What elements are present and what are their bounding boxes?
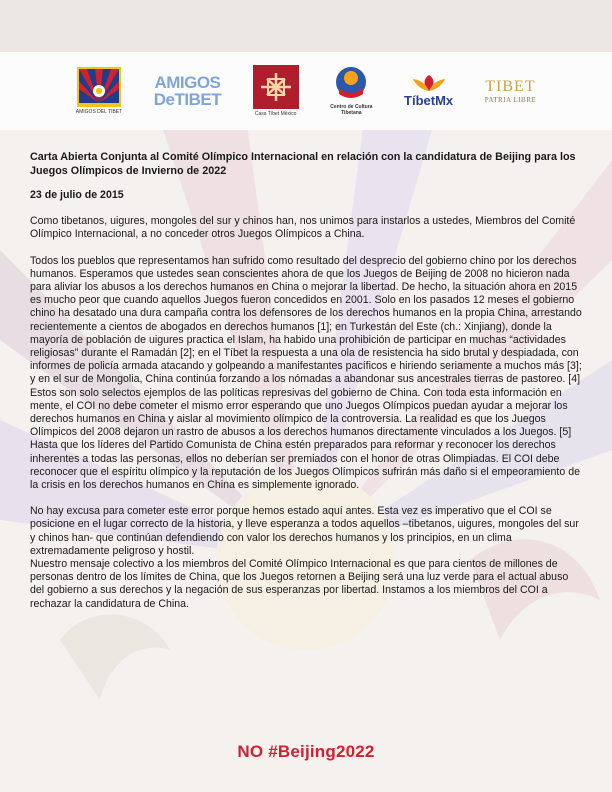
de-tibet-wordmark: DeTIBET bbox=[153, 89, 222, 109]
sun-moon-emblem-icon bbox=[334, 66, 368, 102]
paragraph-reform: Hasta que los líderes del Partido Comunista de China estén preparados para reformar y reconocer los derechos inherentes a todas las personas, ellos no deberían ser premiados con el honor de otras Olimpiadas. El COI debe reconocer que el espíritu olímpico y la reputación de los Juegos Olímpicos sufrirán más daño si el empeoramiento de la crisis en los derechos humanos en China es simplemente ignorado. bbox=[30, 439, 580, 492]
patria-libre-wordmark: PATRIA LIBRE bbox=[484, 96, 537, 104]
lotus-icon bbox=[409, 75, 449, 93]
casa-tibet-mexico-logo bbox=[253, 60, 299, 122]
centro-cultura-tibetana-logo bbox=[330, 60, 372, 122]
letter-body bbox=[30, 150, 582, 611]
no-beijing2022-hashtag: NO #Beijing2022 bbox=[237, 742, 375, 761]
centro-caption-line1: Centro de Cultura bbox=[330, 104, 373, 110]
top-band bbox=[0, 0, 612, 52]
paragraph-examples: Estos son solo selectos ejemplos de las políticas represivas del gobierno de China. Con toda esta información en mente, el COI no debe cometer el mismo error esperando que uno Juegos Olímpicos puedan ayudar a mejorar los derechos humanos en China y aislar al movimiento olímpico de la controversia. La realidad es que los Juegos Olímpicos del 2008 dejaron un rastro de abusos a los derechos humanos directamente vinculados a los Juegos. [5] bbox=[30, 386, 572, 439]
paragraph-intro: Como tibetanos, uigures, mongoles del sur y chinos han, nos unimos para instarlos a ustedes, Miembros del Comité Olímpico Internacional, a no conceder otros Juegos Olímpicos a China. bbox=[30, 215, 576, 241]
casa-tibet-caption: Casa Tíbet México bbox=[254, 111, 297, 117]
paragraph-abuses: Todos los pueblos que representamos han sufrido como resultado del desprecio del gobierno chino por los derechos humanos. Esperamos que ustedes sean conscientes ahora de que los Juegos de Beijing de 2008 no hicieron nada para aliviar los abusos a los derechos humanos en China o mejorar la libertad. De hecho, la situación ahora en 2015 es mucho peor que cuando aquellos Juegos fueron concedidos en 2001. Solo en los pasados 12 meses el gobierno chino ha desatado una dura campaña contra los defensores de los derechos humanos en la propia China, arrestando recientemente a cientos de abogados en derechos humanos [1]; en Turkestán del Este (ch.: Xinjiang), donde la mayoría de población de uigures practica el Islam, ha habido una prohibición de participar en muchas “actividades religiosas” durante el Ramadán [2]; en el Tíbet la respuesta a una ola de resistencia ha sido brutal y despiadada, con informes de policía armada atacando y golpeando a manifestantes pacíficos e hiriendo seriamente a muchos más [3]; y en el sur de Mongolia, China continúa forzando a los nómadas a abandonar sus ancestrales tierras de pastoreo. [4] bbox=[30, 254, 582, 386]
amigos-wordmark: AMIGOS bbox=[154, 72, 221, 92]
amigos-del-tibet-flag-logo bbox=[76, 60, 122, 122]
flag-logo-caption: AMIGOS DEL TIBET bbox=[75, 109, 123, 115]
tibet-patria-libre-logo bbox=[485, 60, 536, 122]
amigos-de-tibet-logo bbox=[154, 60, 221, 122]
paragraph-no-excuse: No hay excusa para cometer este error porque hemos estado aquí antes. Esta vez es imperativo que el COI se posicione en el lugar correcto de la historia, y lleve esperanza a todos aquellos –tibetanos, uigures, mongoles del sur y chinos han- que continúan defendiendo con valor los derechos humanos y los principios, en un clima extremadamente peligroso y hostil. bbox=[30, 505, 579, 557]
tibetan-flag-icon bbox=[77, 67, 121, 107]
tibetmx-logo bbox=[404, 60, 453, 122]
tibet-wordmark: TIBET bbox=[485, 78, 536, 95]
logo-bar bbox=[0, 52, 612, 130]
paragraph-collective-message: Nuestro mensaje colectivo a los miembros del Comité Olímpico Internacional es que para cientos de millones de personas dentro de los límites de China, que los Juegos retornen a Beijing será una luz verde para el actual abuso del gobierno a sus derechos y la negación de sus esperanzas por libertad. Instamos a los miembros del COI a rechazar la candidatura de China. bbox=[30, 558, 569, 610]
letter-date: 23 de julio de 2015 bbox=[30, 189, 124, 201]
tibetmx-wordmark: TíbetMx bbox=[404, 92, 454, 108]
centro-caption-line2: Tibetana bbox=[341, 110, 362, 116]
endless-knot-icon bbox=[253, 65, 299, 109]
letter-title: Carta Abierta Conjunta al Comité Olímpico Internacional en relación con la candidatura de Beijing para los Juegos Olímpicos de Invierno de 2022 bbox=[30, 151, 576, 177]
